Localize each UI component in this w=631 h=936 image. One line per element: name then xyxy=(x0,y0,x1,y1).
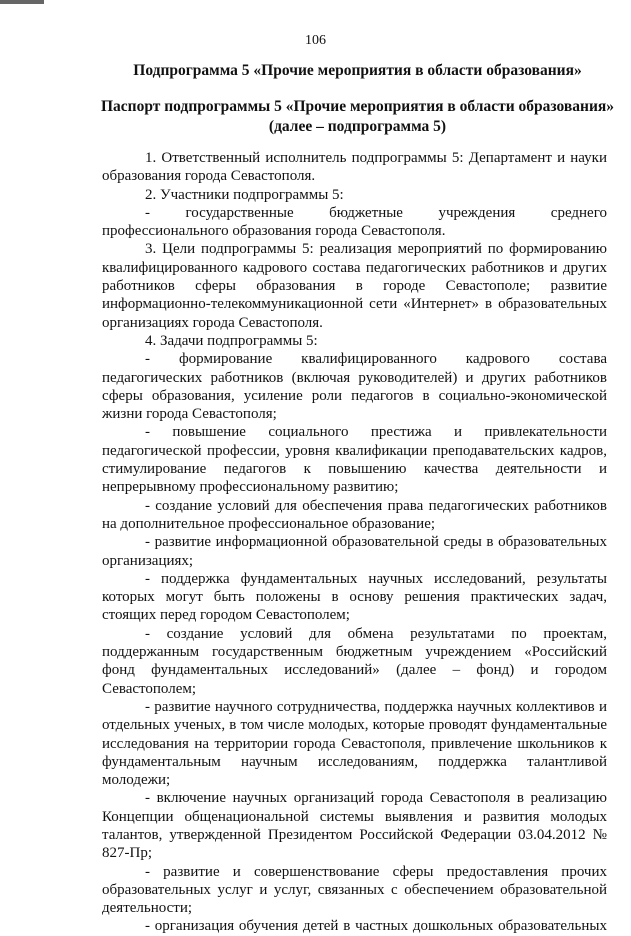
paragraph-task-item: - поддержка фундаментальных научных исследований, результаты которых могут быть положены в основу решения практических задач, стоящих перед городом Севастополем; xyxy=(102,570,607,624)
paragraph-tasks-heading: 4. Задачи подпрограммы 5: xyxy=(145,332,318,349)
paragraph-task-item: - развитие научного сотрудничества, поддержка научных коллективов и отдельных ученых, в том числе молодых, которые проводят фундаментальные исследования на территории города Севастополя, привлечение школьников к фундаментальным научным исследованиям, поддержка талантливой молодежи; xyxy=(102,698,607,789)
paragraph-responsible-executor: 1. Ответственный исполнитель подпрограммы 5: Департамент и науки образования города Севастополя. xyxy=(102,150,607,185)
paragraph-participants-item: - государственные бюджетные учреждения среднего профессионального образования города Севастополя. xyxy=(102,204,607,240)
passport-subtitle: (далее – подпрограмма 5) xyxy=(268,118,447,135)
paragraph-participants-heading: 2. Участники подпрограммы 5: xyxy=(145,186,344,203)
scan-corner-mark xyxy=(0,0,44,4)
document-body xyxy=(102,149,607,936)
paragraph-task-item-continued: - организация обучения детей в частных дошкольных образовательных xyxy=(145,918,607,935)
paragraph-task-item: - создание условий для обмена результатами по проектам, поддержанным государственным бюджетным учреждением «Российский фонд фундаментальных исследований» (далее – фонд) и городом Севастополем; xyxy=(102,625,607,697)
paragraph-task-item: - создание условий для обеспечения права педагогических работников на дополнительное профессиональное образование; xyxy=(102,497,607,532)
page-number: 106 xyxy=(305,33,326,48)
paragraph-task-item: - развитие и совершенствование сферы предоставления прочих образовательных услуг и услуг, связанных с обеспечением образовательной деятельности; xyxy=(102,863,607,917)
paragraph-task-item: - включение научных организаций города Севастополя в реализацию Концепции общенациональной системы выявления и развития молодых талантов, утвержденной Президентом Российской Федерации 03.04.2012 № 827-Пр; xyxy=(102,790,607,862)
passport-title: Паспорт подпрограммы 5 «Прочие мероприятия в области образования» xyxy=(100,98,615,115)
subprogram-title: Подпрограмма 5 «Прочие мероприятия в области образования» xyxy=(133,62,582,79)
paragraph-goals: 3. Цели подпрограммы 5: реализация мероприятий по формированию квалифицированного кадрового состава педагогических работников и других работников сферы образования в городе Севастополе; развитие информационно-телекоммуникационной сети «Интернет» в образовательных организациях города Севастополя. xyxy=(102,241,607,331)
paragraph-task-item: - развитие информационной образовательной среды в образовательных организациях; xyxy=(102,534,607,569)
paragraph-task-item: - формирование квалифицированного кадрового состава педагогических работников (включая руководителей) и других работников сферы образования, усиление роли педагогов в социально-экономической жизни города Севастополя; xyxy=(102,351,607,423)
paragraph-task-item: - повышение социального престижа и привлекательности педагогической профессии, уровня квалификации преподавательских кадров, стимулирование педагогов к повышению качества деятельности и непрерывному профессиональному развитию; xyxy=(102,424,607,496)
